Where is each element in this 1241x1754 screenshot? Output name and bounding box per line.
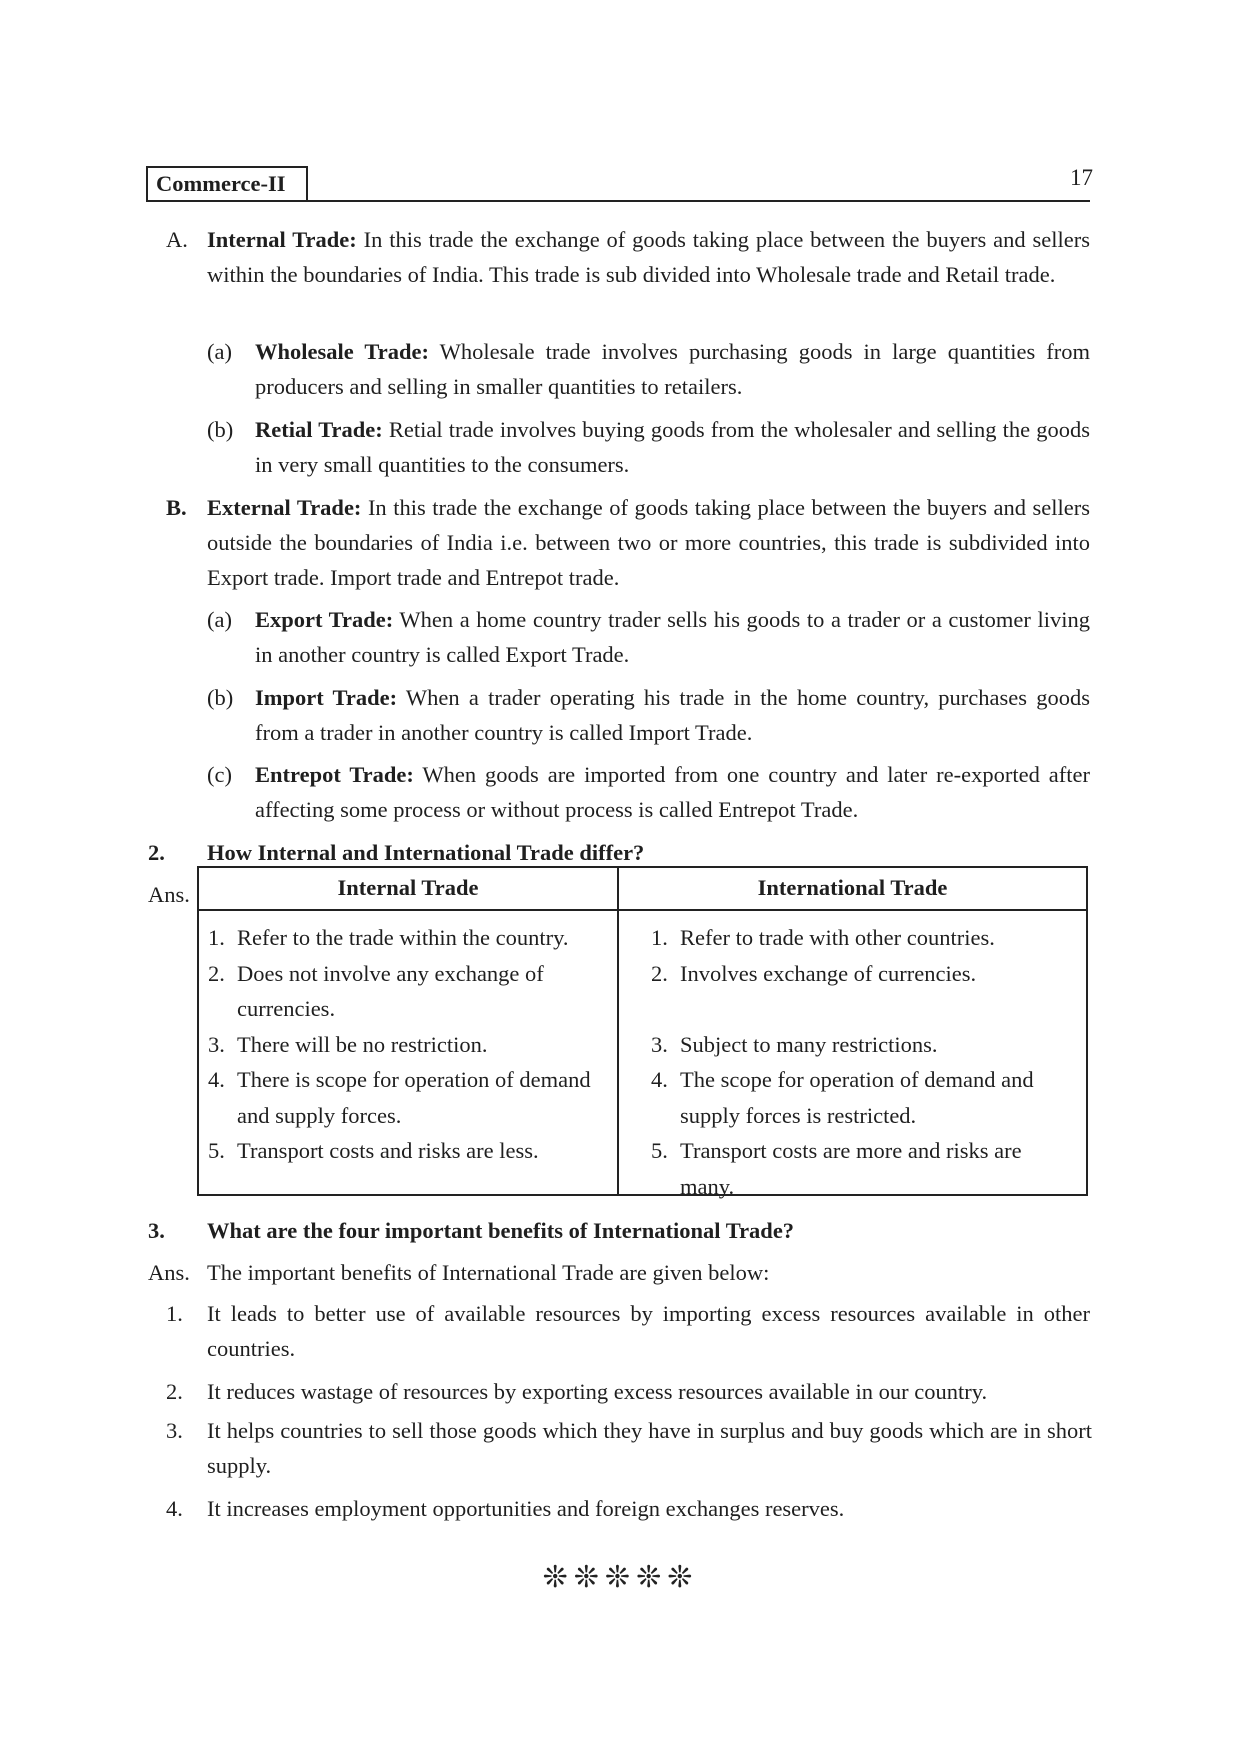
q3-point-2: It reduces wastage of resources by exporting excess resources available in our country. xyxy=(207,1379,988,1404)
section-a-title: Internal Trade: xyxy=(207,227,357,252)
entrepot-text: When goods are imported from one country and later re-exported after affecting some process or without process is called Entrepot Trade. xyxy=(255,762,1090,822)
q2-ans-label: Ans. xyxy=(148,882,190,907)
q3-point-4-number: 4. xyxy=(166,1496,183,1521)
list-item: 3. There will be no restriction. xyxy=(208,1031,488,1057)
list-item: 2. Does not involve any exchange of currencies. xyxy=(208,960,544,1021)
q3-point-1-number: 1. xyxy=(166,1301,183,1326)
section-a-item-a-label: (a) xyxy=(207,339,232,364)
q3-point-4: It increases employment opportunities and foreign exchanges reserves. xyxy=(207,1496,845,1521)
section-b-item-b-label: (b) xyxy=(207,685,234,710)
international-column xyxy=(651,920,1081,1204)
list-item: 1. Refer to trade with other countries. xyxy=(651,925,995,950)
section-a-paragraph xyxy=(207,222,1090,292)
internal-column xyxy=(208,920,613,1169)
list-item: 2. Involves exchange of currencies. xyxy=(651,960,977,986)
section-b-item-a xyxy=(255,602,1090,672)
entrepot-title: Entrepot Trade: xyxy=(255,762,414,787)
import-text: When a trader operating his trade in the home country, purchases goods from a trader in another country is called Import Trade. xyxy=(255,685,1090,745)
section-a-item-b xyxy=(255,412,1090,482)
header-rule xyxy=(146,200,1090,202)
retail-text: Retial trade involves buying goods from the wholesaler and selling the goods in very small quantities to the consumers. xyxy=(255,417,1090,477)
subject-title: Commerce-II xyxy=(156,171,286,196)
table-header-internal: Internal Trade xyxy=(337,875,479,900)
wholesale-text: Wholesale trade involves purchasing goods in large quantities from producers and selling in smaller quantities to retailers. xyxy=(255,339,1090,399)
export-title: Export Trade: xyxy=(255,607,394,632)
q3-point-2-number: 2. xyxy=(166,1379,183,1404)
page-number: 17 xyxy=(1070,165,1093,190)
list-item: 4. There is scope for operation of demand and supply forces. xyxy=(208,1067,591,1128)
q3-point-3-number: 3. xyxy=(166,1418,183,1443)
q3-question: What are the four important benefits of International Trade? xyxy=(207,1218,795,1243)
list-item: 3. Subject to many restrictions. xyxy=(651,1031,938,1057)
q2-number: 2. xyxy=(148,840,165,865)
comparison-table xyxy=(197,866,1088,1199)
wholesale-title: Wholesale Trade: xyxy=(255,339,429,364)
section-b-item-a-label: (a) xyxy=(207,607,232,632)
section-a-item-a xyxy=(255,334,1090,404)
q3-ans-label: Ans. xyxy=(148,1260,190,1285)
retail-title: Retial Trade: xyxy=(255,417,383,442)
list-item: 1. Refer to the trade within the country. xyxy=(208,925,569,950)
section-b-text: In this trade the exchange of goods taking place between the buyers and sellers outside the boundaries of India i.e. between two or more countries, this trade is subdivided into Export trade. Import trade and Entrepot trade. xyxy=(207,495,1090,590)
q3-intro: The important benefits of International Trade are given below: xyxy=(207,1260,770,1285)
table-header-international: International Trade xyxy=(757,875,948,900)
section-b-title: External Trade: xyxy=(207,495,362,520)
section-a-label: A. xyxy=(166,227,188,252)
list-item: 5. Transport costs are more and risks are many. xyxy=(651,1138,1022,1199)
subject-box xyxy=(146,166,308,202)
end-ornament: ❊❊❊❊❊ xyxy=(542,1561,699,1594)
list-item: 4. The scope for operation of demand and supply forces is restricted. xyxy=(651,1067,1034,1128)
table-divider-header xyxy=(199,909,1086,911)
section-b-item-c xyxy=(255,757,1090,827)
table-divider-vertical xyxy=(617,868,619,1194)
section-b-item-c-label: (c) xyxy=(207,762,232,787)
section-a-text: In this trade the exchange of goods taking place between the buyers and sellers within the boundaries of India. This trade is sub divided into Wholesale trade and Retail trade. xyxy=(207,227,1090,287)
section-b-item-b xyxy=(255,680,1090,750)
export-text: When a home country trader sells his goods to a trader or a customer living in another country is called Export Trade. xyxy=(255,607,1090,667)
section-b-label: B. xyxy=(166,495,187,520)
q3-point-3: It helps countries to sell those goods which they have in surplus and buy goods which are in short supply. xyxy=(207,1418,1092,1478)
section-b-paragraph xyxy=(207,490,1090,595)
section-a-item-b-label: (b) xyxy=(207,417,234,442)
import-title: Import Trade: xyxy=(255,685,398,710)
q3-number: 3. xyxy=(148,1218,165,1243)
list-item: 5. Transport costs and risks are less. xyxy=(208,1138,539,1163)
q3-point-1: It leads to better use of available resources by importing excess resources available in other countries. xyxy=(207,1301,1090,1361)
q2-question: How Internal and International Trade differ? xyxy=(207,840,645,865)
